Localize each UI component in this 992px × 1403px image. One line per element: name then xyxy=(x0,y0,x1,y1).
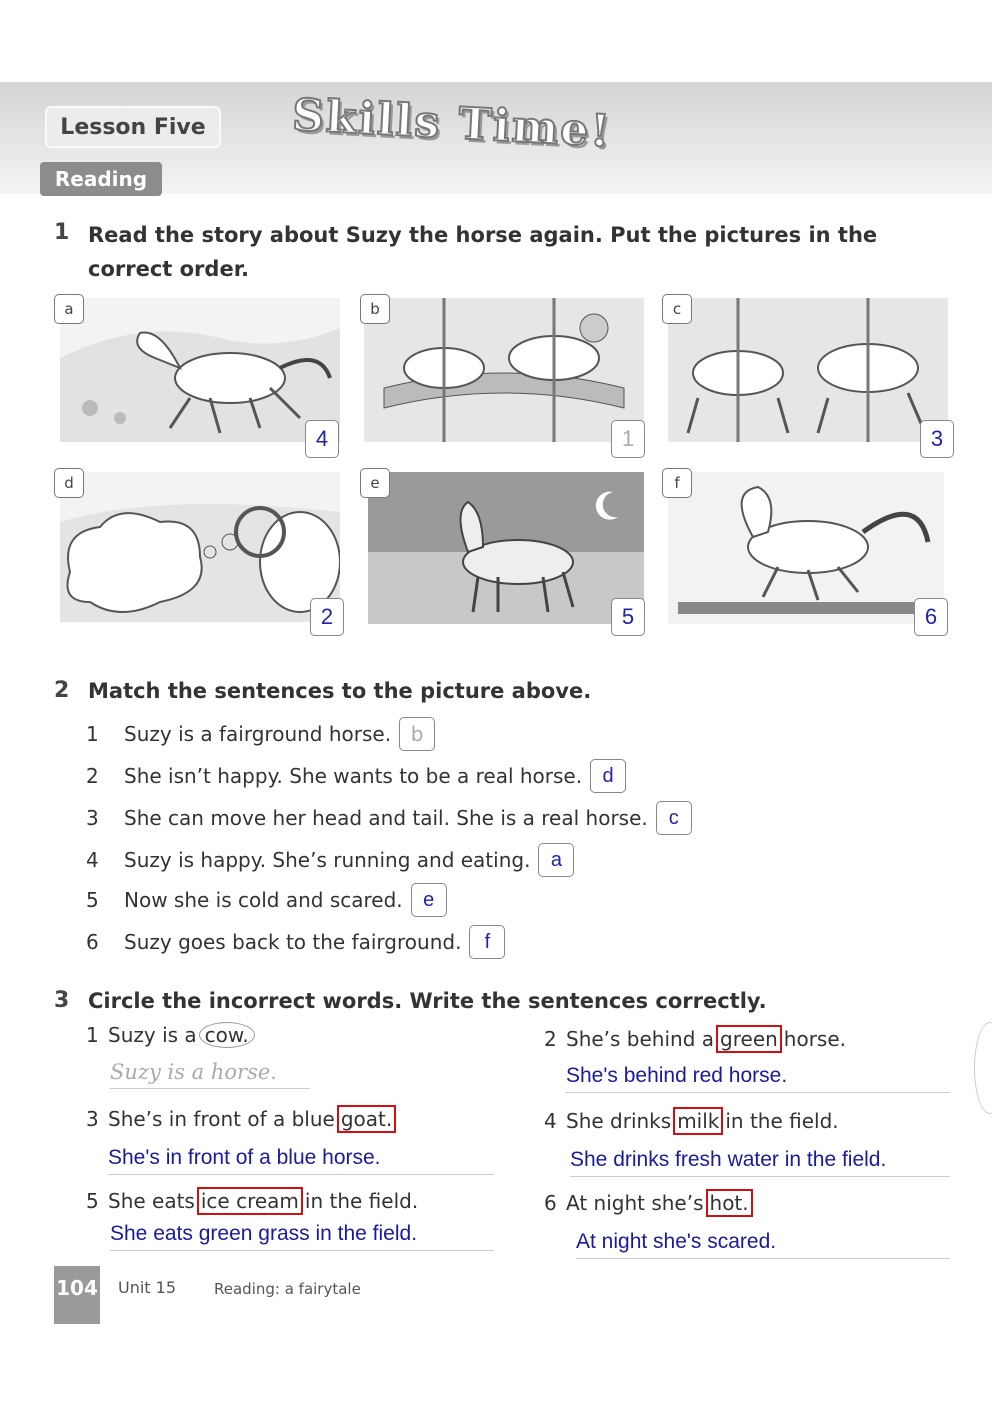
picture-a-answer[interactable]: 4 xyxy=(305,420,339,458)
q2-item-number: 3 xyxy=(86,806,99,830)
q2-answer-box[interactable]: a xyxy=(538,843,574,877)
picture-d-answer[interactable]: 2 xyxy=(310,598,344,636)
q2-item-text: She can move her head and tail. She is a real horse. xyxy=(124,806,648,830)
q2-item-3 xyxy=(86,800,692,836)
picture-c xyxy=(668,298,948,442)
q2-item-number: 2 xyxy=(86,764,99,788)
horse-dreaming-illustration xyxy=(60,472,340,622)
q2-item-text: She isn’t happy. She wants to be a real horse. xyxy=(124,764,583,788)
picture-d-label: d xyxy=(54,468,84,498)
q3-item-number: 6 xyxy=(544,1191,557,1215)
q3-item-number: 1 xyxy=(86,1023,99,1047)
q2-answer-box[interactable]: e xyxy=(411,883,447,917)
picture-a xyxy=(60,298,340,442)
q3-item-6 xyxy=(544,1186,755,1220)
q2-instruction: Match the sentences to the picture above. xyxy=(88,679,592,703)
q3-item-text: She’s in front of a blue xyxy=(108,1107,335,1131)
q3-item-text: She’s behind a xyxy=(566,1027,715,1051)
q3-item-5 xyxy=(86,1184,418,1218)
q1-instruction-line1: Read the story about Suzy the horse again. Put the pictures in the xyxy=(88,223,878,247)
q3-item-text-after: in the field. xyxy=(725,1109,839,1133)
q3-wrong-word[interactable]: ice cream xyxy=(197,1187,303,1215)
q3-wrong-word[interactable]: milk xyxy=(673,1107,723,1135)
q3-item-2 xyxy=(544,1022,846,1056)
horse-running-illustration xyxy=(60,298,340,442)
footer-unit: Unit 15 xyxy=(118,1278,177,1297)
section-badge: Reading xyxy=(40,162,162,196)
q3-answer-3[interactable]: She's in front of a blue horse. xyxy=(108,1144,494,1175)
workbook-page xyxy=(0,82,992,1324)
q3-number: 3 xyxy=(54,988,70,1013)
q3-item-number: 5 xyxy=(86,1189,99,1213)
q3-answer-1[interactable]: Suzy is a horse. xyxy=(110,1058,310,1089)
q3-item-text: She eats xyxy=(108,1189,195,1213)
horse-on-carousel-illustration xyxy=(668,472,944,624)
q2-answer-box[interactable]: f xyxy=(469,925,505,959)
q2-answer-box[interactable]: d xyxy=(590,759,626,793)
q2-item-5 xyxy=(86,882,447,918)
picture-b-answer[interactable]: 1 xyxy=(611,420,645,458)
q3-item-number: 2 xyxy=(544,1027,557,1051)
picture-f xyxy=(668,472,944,624)
q3-answer-4[interactable]: She drinks fresh water in the field. xyxy=(570,1146,950,1177)
page-number: 104 xyxy=(54,1266,100,1324)
q2-answer-box[interactable]: b xyxy=(399,717,435,751)
page-title: Skills Time! xyxy=(290,89,613,158)
q3-item-number: 3 xyxy=(86,1107,99,1131)
q3-item-text-after: in the field. xyxy=(304,1189,419,1213)
picture-d xyxy=(60,472,340,622)
picture-c-answer[interactable]: 3 xyxy=(920,420,954,458)
q2-item-2 xyxy=(86,758,626,794)
page-edge-tab xyxy=(974,1022,992,1114)
picture-e xyxy=(368,472,644,624)
q1-number: 1 xyxy=(54,220,70,245)
picture-c-label: c xyxy=(662,294,692,324)
q3-circled-word[interactable]: cow. xyxy=(199,1022,255,1048)
q3-instruction: Circle the incorrect words. Write the sentences correctly. xyxy=(88,989,767,1013)
q2-item-number: 6 xyxy=(86,930,99,954)
footer-topic: Reading: a fairytale xyxy=(214,1280,361,1298)
q3-wrong-word[interactable]: goat. xyxy=(337,1105,396,1133)
q3-item-number: 4 xyxy=(544,1109,557,1133)
q3-item-4 xyxy=(544,1104,839,1138)
q2-item-text: Suzy goes back to the fairground. xyxy=(124,930,462,954)
q3-item-1 xyxy=(86,1018,255,1052)
picture-b-label: b xyxy=(360,294,390,324)
picture-b xyxy=(364,298,644,442)
picture-f-label: f xyxy=(662,468,692,498)
q2-item-text: Suzy is a fairground horse. xyxy=(124,722,392,746)
q2-item-number: 4 xyxy=(86,848,99,872)
q2-item-4 xyxy=(86,842,574,878)
picture-a-label: a xyxy=(54,294,84,324)
q2-answer-box[interactable]: c xyxy=(656,801,692,835)
lesson-label: Lesson Five xyxy=(45,106,221,148)
q2-item-text: Suzy is happy. She’s running and eating. xyxy=(124,848,531,872)
q3-wrong-word[interactable]: hot. xyxy=(706,1189,753,1217)
q3-item-text: Suzy is a xyxy=(108,1023,197,1047)
q1-instruction-line2: correct order. xyxy=(88,257,250,281)
q3-answer-6[interactable]: At night she's scared. xyxy=(576,1228,950,1259)
q3-wrong-word[interactable]: green xyxy=(716,1025,782,1053)
q3-answer-5[interactable]: She eats green grass in the field. xyxy=(110,1220,494,1251)
q2-item-1 xyxy=(86,716,435,752)
q2-item-number: 5 xyxy=(86,888,99,912)
q3-item-text: She drinks xyxy=(566,1109,672,1133)
picture-f-answer[interactable]: 6 xyxy=(914,598,948,636)
carousel-horses-illustration xyxy=(668,298,948,442)
picture-e-label: e xyxy=(360,468,390,498)
q3-item-3 xyxy=(86,1102,398,1136)
q3-item-text-after: horse. xyxy=(783,1027,847,1051)
q3-item-text: At night she’s xyxy=(566,1191,704,1215)
carousel-illustration xyxy=(364,298,644,442)
horse-at-night-illustration xyxy=(368,472,644,624)
q3-answer-2[interactable]: She's behind red horse. xyxy=(566,1062,950,1093)
q2-item-6 xyxy=(86,924,505,960)
q2-number: 2 xyxy=(54,678,70,703)
q2-item-number: 1 xyxy=(86,722,99,746)
picture-e-answer[interactable]: 5 xyxy=(611,598,645,636)
q2-item-text: Now she is cold and scared. xyxy=(124,888,403,912)
